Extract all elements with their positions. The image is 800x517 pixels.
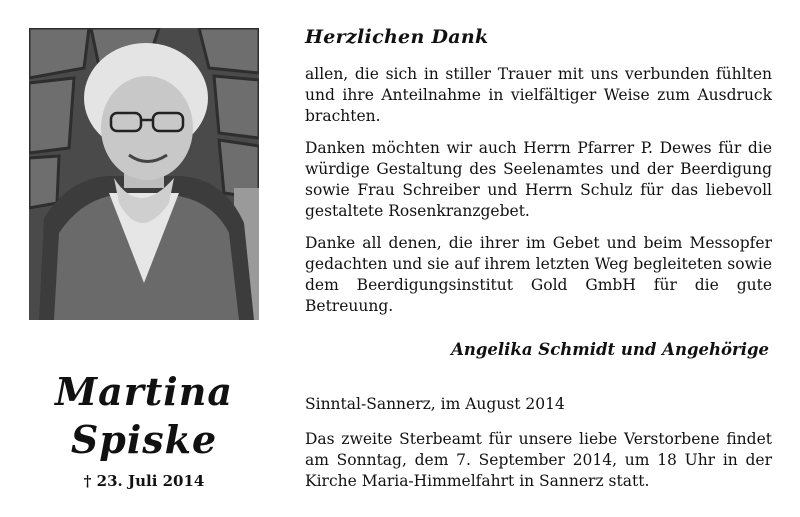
thanks-paragraph-3: Danke all denen, die ihrer im Gebet und beim Messopfer gedachten und sie auf ihrem letzten Weg begleiteten sowie dem Beerdigungsinstitut Gold GmbH für die gute Betreuung. bbox=[305, 234, 772, 315]
notice-heading: Herzlichen Dank bbox=[305, 26, 489, 48]
thanks-paragraph-1: allen, die sich in stiller Trauer mit uns verbunden fühlten und ihre Anteilnahme in vielfältiger Weise zum Ausdruck brachten. bbox=[305, 65, 772, 125]
portrait-photo bbox=[29, 28, 259, 320]
death-date: † 23. Juli 2014 bbox=[83, 472, 205, 490]
deceased-last-name: Spiske bbox=[70, 417, 218, 462]
thanks-paragraph-2: Danken möchten wir auch Herrn Pfarrer P. Dewes für die würdige Gestaltung des Seelenamtes und der Beerdigung sowie Frau Schreiber und Herrn Schulz für das liebevoll gestaltete Rosenkranzgebet. bbox=[305, 139, 772, 220]
deceased-first-name: Martina bbox=[55, 369, 233, 414]
family-signature: Angelika Schmidt und Angehörige bbox=[451, 340, 769, 359]
place-and-date: Sinntal-Sannerz, im August 2014 bbox=[305, 395, 565, 413]
portrait-illustration bbox=[29, 28, 259, 320]
closing-paragraph: Das zweite Sterbeamt für unsere liebe Verstorbene findet am Sonntag, dem 7. September 2014, um 18 Uhr in der Kirche Maria-Himmelfahrt in Sannerz statt. bbox=[305, 430, 772, 490]
